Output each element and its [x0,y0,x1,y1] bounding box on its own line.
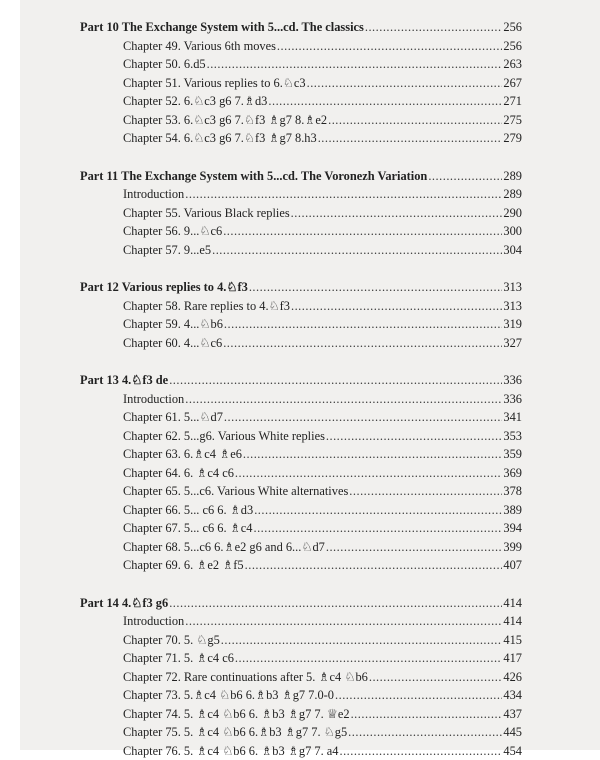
toc-part-heading[interactable] [80,18,522,37]
toc-chapter-entry-title: Chapter 72. Rare continuations after 5. ♗c4 ♘b6 [123,668,368,687]
toc-chapter-entry-title: Chapter 60. 4...♘c6 [123,334,222,353]
toc-chapter-entry[interactable] [80,705,522,724]
toc-chapter-entry-page-number: 359 [503,445,522,464]
toc-chapter-entry-page-number: 341 [503,408,522,427]
dot-leader [339,742,502,760]
dot-leader [224,408,503,427]
toc-chapter-entry-title: Chapter 66. 5... c6 6. ♗d3 [123,501,253,520]
toc-chapter-entry-title: Chapter 53. 6.♘c3 g6 7.♘f3 ♗g7 8.♗e2 [123,111,327,130]
dot-leader [348,723,502,742]
dot-leader [185,612,502,631]
toc-chapter-entry-page-number: 389 [503,501,522,520]
toc-chapter-entry-title: Chapter 71. 5. ♗c4 c6 [123,649,234,668]
toc-chapter-entry-page-number: 290 [503,204,522,223]
table-of-contents [80,18,522,760]
toc-chapter-entry-title: Chapter 70. 5. ♘g5 [123,631,220,650]
dot-leader [207,55,503,74]
toc-chapter-entry[interactable] [80,612,522,631]
toc-chapter-entry-title: Introduction [123,185,184,204]
toc-chapter-entry-title: Chapter 75. 5. ♗c4 ♘b6 6.♗b3 ♗g7 7. ♘g5 [123,723,347,742]
toc-chapter-entry[interactable] [80,501,522,520]
toc-chapter-entry-title: Chapter 63. 6.♗c4 ♗e6 [123,445,242,464]
toc-chapter-entry[interactable] [80,427,522,446]
toc-part-heading[interactable] [80,371,522,390]
dot-leader [169,594,502,613]
toc-part-heading-page-number: 289 [503,167,522,186]
toc-chapter-entry[interactable] [80,482,522,501]
dot-leader [351,705,503,724]
toc-chapter-entry-title: Chapter 69. 6. ♗e2 ♗f5 [123,556,244,575]
toc-chapter-entry-page-number: 279 [503,129,522,148]
toc-chapter-entry-page-number: 319 [503,315,522,334]
toc-chapter-entry-page-number: 275 [503,111,522,130]
toc-chapter-entry-page-number: 256 [503,37,522,56]
toc-chapter-entry-page-number: 454 [503,742,522,760]
dot-leader [318,129,503,148]
toc-chapter-entry[interactable] [80,297,522,316]
toc-chapter-entry[interactable] [80,556,522,575]
toc-chapter-entry-page-number: 327 [503,334,522,353]
toc-chapter-entry[interactable] [80,55,522,74]
toc-chapter-entry[interactable] [80,408,522,427]
dot-leader [223,222,502,241]
toc-chapter-entry[interactable] [80,74,522,93]
dot-leader [307,74,503,93]
toc-chapter-entry[interactable] [80,185,522,204]
dot-leader [185,390,502,409]
toc-part-heading-title: Part 14 4.♘f3 g6 [80,594,168,613]
dot-leader [243,445,503,464]
toc-chapter-entry-page-number: 289 [503,185,522,204]
book-page [20,0,600,750]
toc-chapter-entry-title: Chapter 54. 6.♘c3 g6 7.♘f3 ♗g7 8.h3 [123,129,317,148]
toc-chapter-entry-page-number: 304 [503,241,522,260]
toc-chapter-entry[interactable] [80,464,522,483]
dot-leader [224,315,503,334]
toc-chapter-entry-title: Chapter 52. 6.♘c3 g6 7.♗d3 [123,92,267,111]
toc-chapter-entry-page-number: 437 [503,705,522,724]
dot-leader [212,241,502,260]
toc-chapter-entry[interactable] [80,204,522,223]
dot-leader [254,501,502,520]
dot-leader [223,334,502,353]
toc-chapter-entry-page-number: 369 [503,464,522,483]
toc-part-heading-page-number: 313 [503,278,522,297]
toc-chapter-entry[interactable] [80,649,522,668]
toc-part-heading-title: Part 12 Various replies to 4.♘f3 [80,278,248,297]
toc-chapter-entry-title: Chapter 57. 9...e5 [123,241,211,260]
section-spacer [80,352,522,371]
toc-chapter-entry-title: Chapter 73. 5.♗c4 ♘b6 6.♗b3 ♗g7 7.0-0 [123,686,334,705]
toc-chapter-entry-title: Chapter 76. 5. ♗c4 ♘b6 6. ♗b3 ♗g7 7. a4 [123,742,338,760]
toc-chapter-entry-page-number: 417 [503,649,522,668]
toc-chapter-entry-page-number: 415 [503,631,522,650]
toc-chapter-entry-page-number: 378 [503,482,522,501]
toc-chapter-entry-title: Chapter 50. 6.d5 [123,55,206,74]
dot-leader [185,185,502,204]
toc-chapter-entry-page-number: 267 [503,74,522,93]
dot-leader [335,686,502,705]
toc-chapter-entry[interactable] [80,37,522,56]
toc-chapter-entry[interactable] [80,742,522,760]
dot-leader [328,111,502,130]
section-spacer [80,575,522,594]
toc-chapter-entry-title: Chapter 59. 4...♘b6 [123,315,223,334]
toc-chapter-entry-page-number: 399 [503,538,522,557]
toc-chapter-entry-page-number: 313 [503,297,522,316]
toc-chapter-entry-title: Chapter 56. 9...♘c6 [123,222,222,241]
toc-chapter-entry-page-number: 426 [503,668,522,687]
toc-chapter-entry-title: Chapter 68. 5...c6 6.♗e2 g6 and 6...♘d7 [123,538,325,557]
toc-chapter-entry-page-number: 407 [503,556,522,575]
dot-leader [221,631,503,650]
toc-part-heading-page-number: 336 [503,371,522,390]
toc-part-heading-title: Part 10 The Exchange System with 5...cd. The classics [80,18,364,37]
toc-chapter-entry-title: Chapter 55. Various Black replies [123,204,290,223]
toc-part-heading-title: Part 11 The Exchange System with 5...cd. The Voronezh Variation [80,167,427,186]
toc-chapter-entry-title: Chapter 65. 5...c6. Various White alternatives [123,482,348,501]
toc-part-heading-page-number: 414 [503,594,522,613]
dot-leader [291,297,502,316]
toc-chapter-entry-page-number: 394 [503,519,522,538]
dot-leader [369,668,503,687]
toc-chapter-entry-title: Chapter 74. 5. ♗c4 ♘b6 6. ♗b3 ♗g7 7. ♕e2 [123,705,350,724]
toc-chapter-entry-page-number: 300 [503,222,522,241]
toc-chapter-entry-title: Chapter 51. Various replies to 6.♘c3 [123,74,306,93]
toc-chapter-entry[interactable] [80,519,522,538]
dot-leader [365,18,503,37]
toc-chapter-entry-title: Chapter 64. 6. ♗c4 c6 [123,464,234,483]
toc-chapter-entry-title: Introduction [123,612,184,631]
toc-chapter-entry[interactable] [80,241,522,260]
toc-chapter-entry[interactable] [80,92,522,111]
toc-chapter-entry-title: Chapter 49. Various 6th moves [123,37,276,56]
toc-chapter-entry[interactable] [80,631,522,650]
toc-part-heading[interactable] [80,278,522,297]
dot-leader [169,371,502,390]
toc-chapter-entry[interactable] [80,538,522,557]
toc-chapter-entry-page-number: 336 [503,390,522,409]
toc-chapter-entry[interactable] [80,445,522,464]
toc-chapter-entry-title: Introduction [123,390,184,409]
dot-leader [268,92,502,111]
dot-leader [291,204,503,223]
toc-chapter-entry[interactable] [80,723,522,742]
toc-chapter-entry[interactable] [80,390,522,409]
toc-chapter-entry-title: Chapter 62. 5...g6. Various White replies [123,427,325,446]
toc-chapter-entry[interactable] [80,129,522,148]
dot-leader [245,556,503,575]
toc-chapter-entry-title: Chapter 67. 5... c6 6. ♗c4 [123,519,252,538]
dot-leader [326,538,503,557]
toc-chapter-entry[interactable] [80,222,522,241]
toc-chapter-entry-page-number: 353 [503,427,522,446]
toc-chapter-entry-page-number: 263 [503,55,522,74]
dot-leader [253,519,502,538]
section-spacer [80,148,522,167]
toc-chapter-entry-page-number: 271 [503,92,522,111]
dot-leader [235,649,503,668]
toc-chapter-entry[interactable] [80,686,522,705]
dot-leader [277,37,502,56]
toc-chapter-entry-page-number: 434 [503,686,522,705]
toc-chapter-entry-title: Chapter 58. Rare replies to 4.♘f3 [123,297,290,316]
toc-chapter-entry[interactable] [80,111,522,130]
toc-chapter-entry-title: Chapter 61. 5...♘d7 [123,408,223,427]
toc-chapter-entry[interactable] [80,334,522,353]
dot-leader [428,167,502,186]
toc-chapter-entry[interactable] [80,668,522,687]
toc-part-heading[interactable] [80,167,522,186]
dot-leader [326,427,503,446]
toc-part-heading[interactable] [80,594,522,613]
dot-leader [349,482,502,501]
toc-chapter-entry-page-number: 445 [503,723,522,742]
toc-chapter-entry-page-number: 414 [503,612,522,631]
dot-leader [249,278,503,297]
toc-part-heading-title: Part 13 4.♘f3 de [80,371,168,390]
toc-chapter-entry[interactable] [80,315,522,334]
toc-part-heading-page-number: 256 [503,18,522,37]
dot-leader [235,464,503,483]
section-spacer [80,259,522,278]
